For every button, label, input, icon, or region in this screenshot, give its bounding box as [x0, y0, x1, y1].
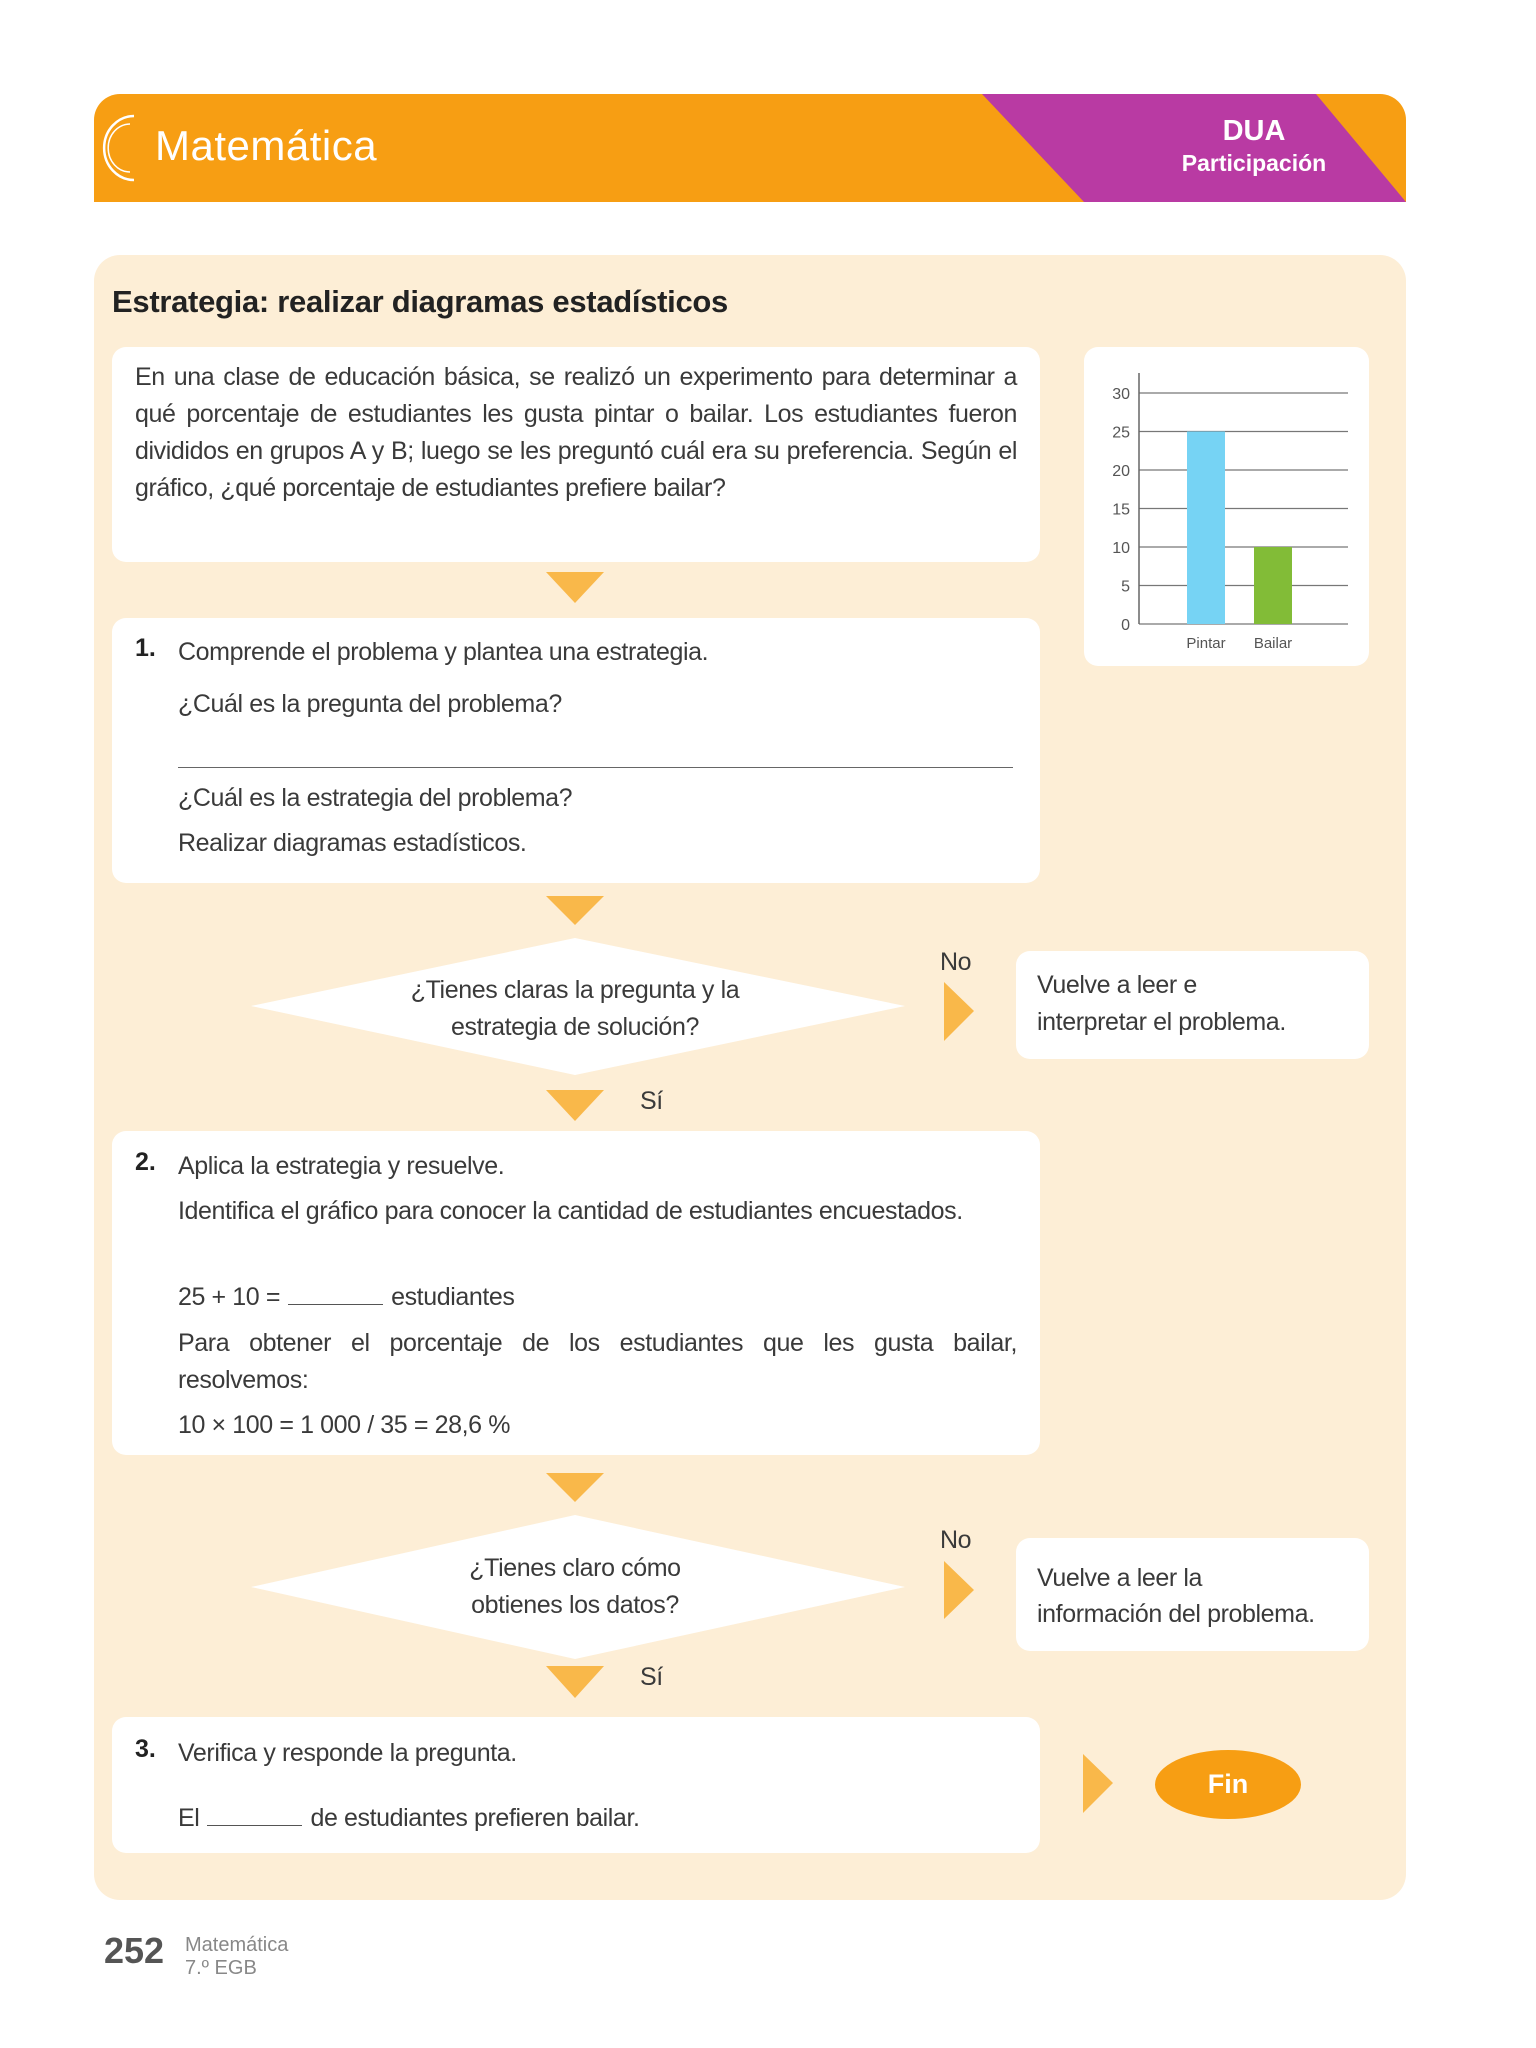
- step1-answer-2: Realizar diagramas estadísticos.: [178, 829, 527, 857]
- step1-question-1: ¿Cuál es la pregunta del problema?: [178, 690, 562, 718]
- step2-paragraph-1: Identifica el gráfico para conocer la cantidad de estudiantes encuestados.: [178, 1197, 963, 1225]
- decision1-line2: estrategia de solución?: [451, 1013, 699, 1041]
- down-arrow-icon: [546, 896, 604, 925]
- step2-heading: Aplica la estrategia y resuelve.: [178, 1152, 505, 1180]
- answer-blank[interactable]: [207, 1803, 302, 1826]
- dua-subtitle: Participación: [1181, 150, 1327, 176]
- decision2-line1: ¿Tienes claro cómo: [469, 1554, 681, 1582]
- step3-answer: [178, 1800, 640, 1837]
- right-arrow-icon: [944, 1561, 974, 1619]
- decision2-line2: obtienes los datos?: [471, 1591, 679, 1619]
- dua-title: DUA: [1222, 115, 1286, 147]
- right-arrow-icon: [944, 982, 974, 1041]
- footer-subject: Matemática: [185, 1934, 289, 1956]
- decision2-question: [330, 1550, 820, 1624]
- y-tick-label: 0: [1121, 617, 1130, 634]
- down-arrow-icon: [546, 1473, 604, 1502]
- footer-grade: 7.º EGB: [185, 1957, 257, 1979]
- step1-question-2: ¿Cuál es la estrategia del problema?: [178, 784, 573, 812]
- x-tick-label: Bailar: [1253, 635, 1293, 652]
- equation-left: 25 + 10 =: [178, 1283, 281, 1311]
- decision1-line1: ¿Tienes claras la pregunta y la: [410, 976, 740, 1004]
- answer-right: de estudiantes prefieren bailar.: [310, 1804, 640, 1832]
- step3-heading: Verifica y responde la pregunta.: [178, 1739, 517, 1767]
- page-number: 252: [104, 1930, 165, 1971]
- step1-heading: Comprende el problema y plantea una estrategia.: [178, 638, 709, 666]
- step1-number: 1.: [135, 634, 156, 662]
- step2-box: [112, 1131, 1040, 1455]
- problem-text: En una clase de educación básica, se realizó un experimento para determinar a qué porcentaje de estudiantes les gusta pintar o bailar. Los estudiantes fueron divididos en grupos A y B; luego se les preguntó cuál era su preferencia. Según el gráfico, ¿qué porcentaje de estudiantes prefiere bailar?: [135, 363, 1017, 502]
- decision1-no-line2: interpretar el problema.: [1037, 1008, 1286, 1036]
- right-arrow-icon: [1083, 1754, 1113, 1813]
- step2-number: 2.: [135, 1148, 156, 1176]
- x-tick-label: Pintar: [1186, 635, 1226, 652]
- decision2-yes-label: Sí: [640, 1663, 663, 1691]
- subject-title: Matemática: [155, 122, 378, 169]
- decision1-yes-label: Sí: [640, 1087, 663, 1115]
- decision1-question: [330, 972, 820, 1046]
- down-arrow-icon: [546, 1666, 604, 1698]
- decision2-no-box: [1016, 1538, 1369, 1651]
- y-tick-label: 25: [1112, 424, 1130, 442]
- y-tick-label: 15: [1112, 501, 1130, 519]
- step2-calculation: 10 × 100 = 1 000 / 35 = 28,6 %: [178, 1411, 511, 1439]
- decision2-no-label: No: [940, 1526, 972, 1554]
- decision2-no-line2: información del problema.: [1037, 1600, 1315, 1628]
- step3-number: 3.: [135, 1735, 156, 1763]
- decision1-no-box: [1016, 951, 1369, 1059]
- step1-box: [112, 618, 1040, 883]
- answer-left: El: [178, 1804, 200, 1832]
- fin-terminal: Fin: [1155, 1750, 1301, 1819]
- equation-blank[interactable]: [288, 1282, 383, 1305]
- step3-box: [112, 1717, 1040, 1853]
- answer-line[interactable]: [178, 767, 1013, 768]
- down-arrow-icon: [546, 1090, 604, 1121]
- down-arrow-icon: [546, 572, 604, 603]
- step2-paragraph-2: Para obtener el porcentaje de los estudiantes que les gusta bailar, resolvemos:: [178, 1329, 1017, 1394]
- y-tick-label: 30: [1112, 386, 1130, 403]
- y-tick-label: 10: [1112, 540, 1130, 557]
- strategy-title: Estrategia: realizar diagramas estadísticos: [112, 284, 729, 319]
- y-tick-label: 20: [1112, 463, 1130, 480]
- y-tick-label: 5: [1121, 578, 1130, 596]
- decision1-no-label: No: [940, 948, 972, 976]
- equation-right: estudiantes: [391, 1283, 515, 1311]
- step2-equation: [178, 1279, 515, 1316]
- decision2-no-line1: Vuelve a leer la: [1037, 1564, 1202, 1592]
- decision1-no-line1: Vuelve a leer e: [1037, 971, 1197, 999]
